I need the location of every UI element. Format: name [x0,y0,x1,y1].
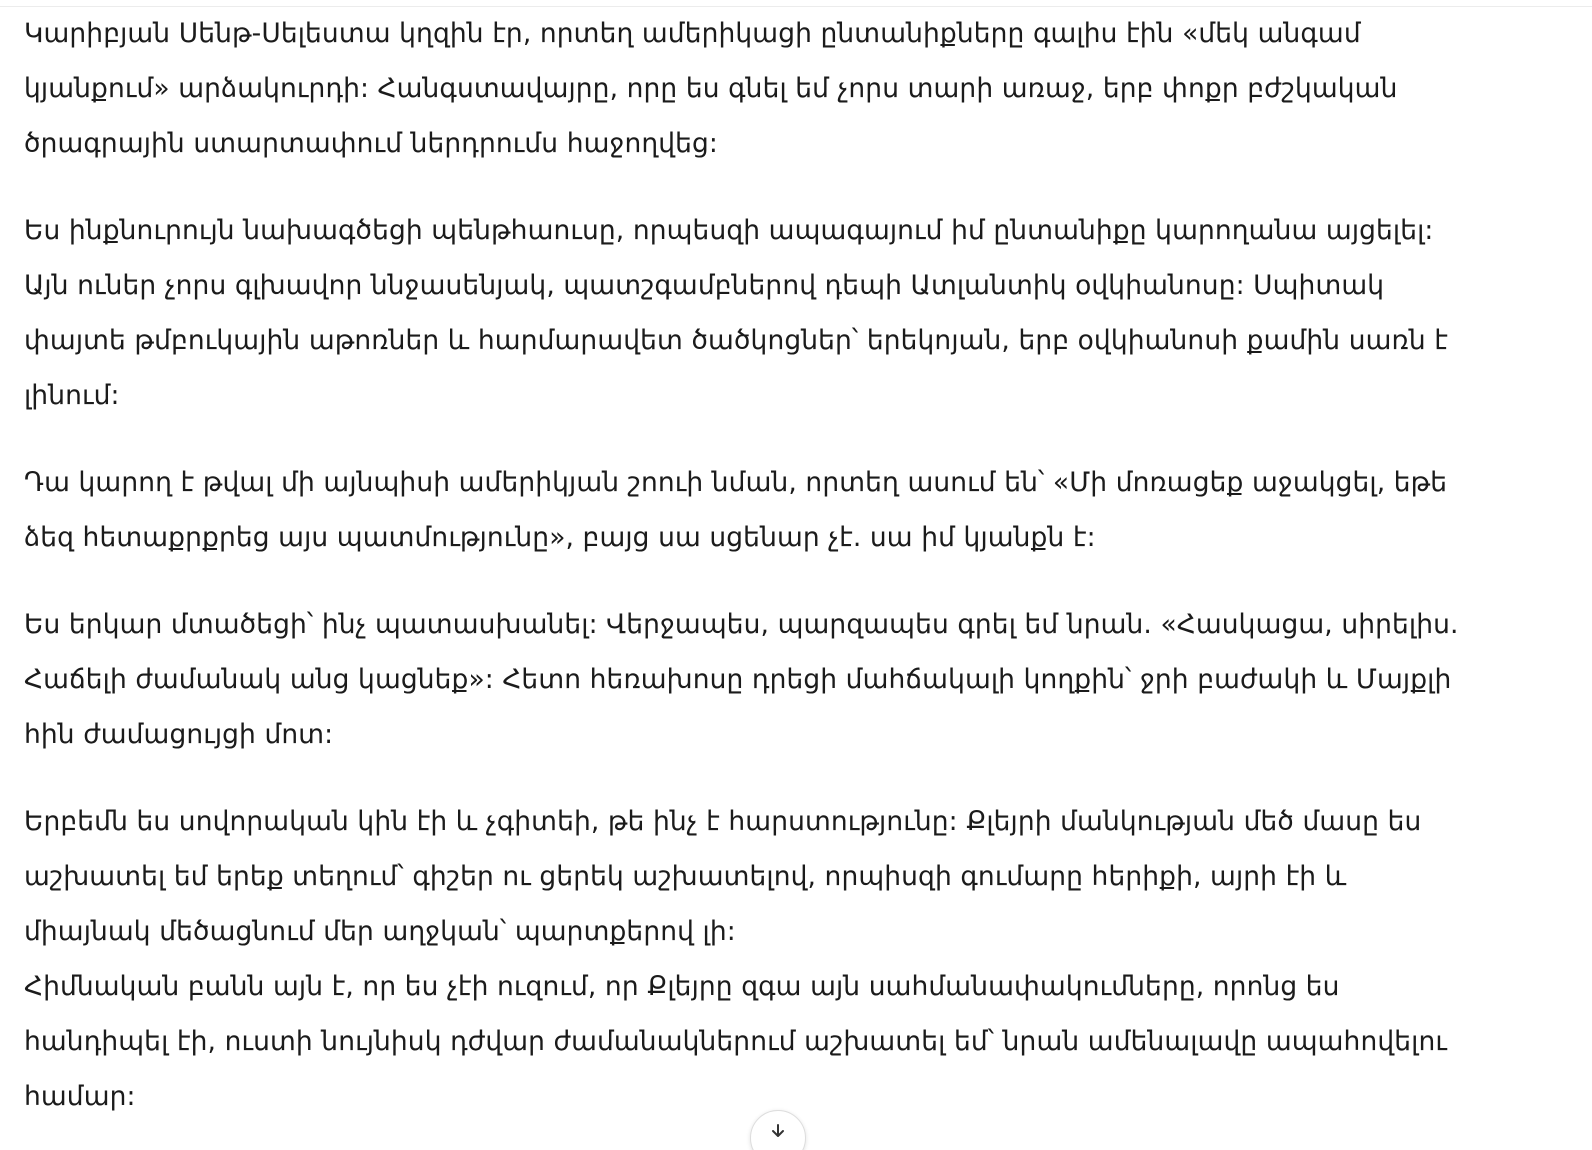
paragraph-3: Դա կարող է թվալ մի այնպիսի ամերիկյան շոուի նման, որտեղ ասում են՝ «Մի մոռացեք աջակցել, եթե ձեզ հետաքրքրեց այս պատմությունը», բայց սա սցենար չէ. սա իմ կյանքն է: [24,467,1448,553]
paragraph-2: Ես ինքնուրույն նախագծեցի պենթհաուսը, որպեսզի ապագայում իմ ընտանիքը կարողանա այցելել: Այն ուներ չորս գլխավոր ննջասենյակ, պատշգամբներով դեպի Ատլանտիկ օվկիանոսը: Սպիտակ փայտե թմբուկային աթոռներ և հարմարավետ ծածկոցներ՝ երեկոյան, երբ օվկիանոսի քամին սառն է լինում: [24,215,1448,411]
paragraph-1: Կարիբյան Սենթ-Սելեստա կղզին էր, որտեղ ամերիկացի ընտանիքները գալիս էին «մեկ անգամ կյանքում» արձակուրդի: Հանգստավայրը, որը ես գնել եմ չորս տարի առաջ, երբ փոքր բժշկական ծրագրային ստարտափում ներդրումս հաջողվեց: [24,18,1398,159]
chevron-down-icon [770,1123,786,1139]
article-body [24,6,1576,1124]
paragraph-5: Երբեմն ես սովորական կին էի և չգիտեի, թե ինչ է հարստությունը: Քլեյրի մանկության մեծ մասը ես աշխատել եմ երեք տեղում՝ գիշեր ու ցերեկ աշխատելով, որպիսզի գումարը հերիքի, այրի էի և միայնակ մեծացնում մեր աղջկան՝ պարտքերով լի: Հիմնական բանն այն է, որ ես չէի ուզում, որ Քլեյրը զգա այն սահմանափակումները, որոնց ես հանդիպել էի, ուստի նույնիսկ դժվար ժամանակներում աշխատել եմ՝ նրան ամենալավը ապահովելու համար: [24,806,1447,1112]
paragraph-4: Ես երկար մտածեցի՝ ինչ պատասխանել: Վերջապես, պարզապես գրել եմ նրան. «Հասկացա, սիրելիս. Հաճելի ժամանակ անց կացնեք»: Հետո հեռախոսը դրեցի մահճակալի կողքին՝ ջրի բաժակի և Մայքլի հին ժամացույցի մոտ: [24,609,1459,750]
